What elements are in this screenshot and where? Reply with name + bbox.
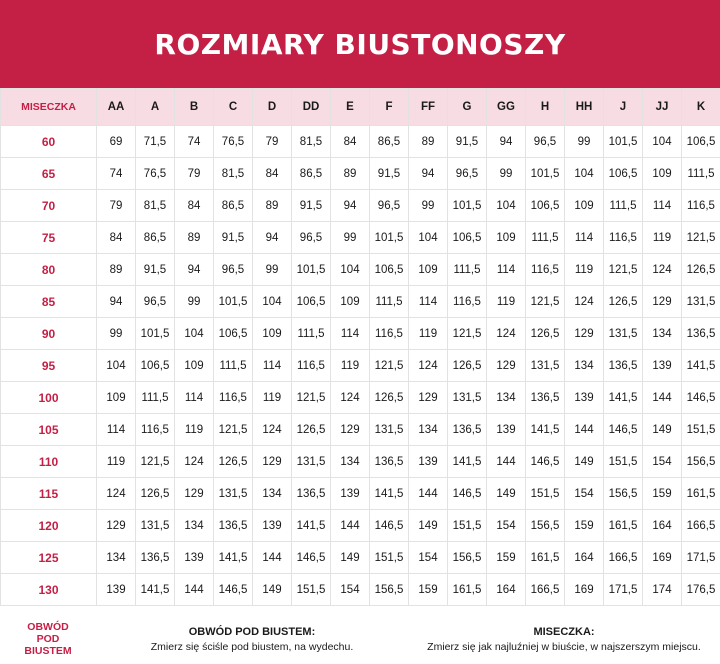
cup-header-j: J xyxy=(604,89,643,126)
bust-size-cell: 99 xyxy=(565,126,604,158)
bust-size-cell: 139 xyxy=(565,382,604,414)
bust-size-cell: 91,5 xyxy=(448,126,487,158)
bust-size-cell: 144 xyxy=(409,478,448,510)
bust-size-cell: 156,5 xyxy=(682,446,720,478)
bust-size-cell: 96,5 xyxy=(136,286,175,318)
bust-size-cell: 126,5 xyxy=(214,446,253,478)
bust-size-cell: 146,5 xyxy=(370,510,409,542)
bust-size-cell: 149 xyxy=(253,574,292,606)
bust-size-cell: 134 xyxy=(175,510,214,542)
bust-size-cell: 76,5 xyxy=(136,158,175,190)
bust-size-cell: 134 xyxy=(487,382,526,414)
bust-size-cell: 129 xyxy=(175,478,214,510)
bust-size-cell: 99 xyxy=(97,318,136,350)
bust-size-cell: 139 xyxy=(97,574,136,606)
bust-size-cell: 139 xyxy=(487,414,526,446)
bust-size-cell: 156,5 xyxy=(370,574,409,606)
bust-size-cell: 99 xyxy=(253,254,292,286)
bust-size-cell: 106,5 xyxy=(370,254,409,286)
bust-size-cell: 74 xyxy=(175,126,214,158)
bust-size-cell: 171,5 xyxy=(604,574,643,606)
bust-size-cell: 109 xyxy=(643,158,682,190)
bust-size-cell: 161,5 xyxy=(682,478,720,510)
bust-size-cell: 146,5 xyxy=(682,382,720,414)
bust-size-cell: 131,5 xyxy=(214,478,253,510)
bust-size-cell: 96,5 xyxy=(448,158,487,190)
bust-size-cell: 89 xyxy=(253,190,292,222)
bust-size-cell: 119 xyxy=(331,350,370,382)
size-table xyxy=(0,88,720,606)
band-size-cell: 125 xyxy=(1,542,97,574)
bust-size-cell: 154 xyxy=(331,574,370,606)
bust-size-cell: 101,5 xyxy=(214,286,253,318)
bust-size-cell: 89 xyxy=(409,126,448,158)
bust-size-cell: 136,5 xyxy=(682,318,720,350)
bust-size-cell: 121,5 xyxy=(448,318,487,350)
bust-size-cell: 114 xyxy=(565,222,604,254)
bust-size-cell: 159 xyxy=(487,542,526,574)
bust-size-cell: 154 xyxy=(565,478,604,510)
bust-size-cell: 139 xyxy=(643,350,682,382)
bust-size-cell: 111,5 xyxy=(604,190,643,222)
bust-size-cell: 101,5 xyxy=(292,254,331,286)
bust-size-cell: 96,5 xyxy=(526,126,565,158)
bust-size-cell: 164 xyxy=(487,574,526,606)
bust-size-cell: 124 xyxy=(331,382,370,414)
cup-header-k: K xyxy=(682,89,720,126)
bust-size-cell: 131,5 xyxy=(604,318,643,350)
band-size-cell: 115 xyxy=(1,478,97,510)
bust-size-cell: 91,5 xyxy=(136,254,175,286)
bust-size-cell: 106,5 xyxy=(682,126,720,158)
measurement-footer xyxy=(0,614,720,664)
table-row xyxy=(1,350,720,382)
bust-size-cell: 121,5 xyxy=(604,254,643,286)
bust-size-cell: 101,5 xyxy=(370,222,409,254)
bust-size-cell: 146,5 xyxy=(604,414,643,446)
bust-size-cell: 94 xyxy=(97,286,136,318)
band-size-cell: 110 xyxy=(1,446,97,478)
band-size-cell: 60 xyxy=(1,126,97,158)
table-row xyxy=(1,510,720,542)
bust-size-cell: 131,5 xyxy=(448,382,487,414)
cup-header-c: C xyxy=(214,89,253,126)
bust-size-cell: 114 xyxy=(487,254,526,286)
bust-size-cell: 121,5 xyxy=(214,414,253,446)
bust-size-cell: 109 xyxy=(409,254,448,286)
bust-size-cell: 114 xyxy=(643,190,682,222)
bust-size-cell: 111,5 xyxy=(526,222,565,254)
bust-size-cell: 136,5 xyxy=(604,350,643,382)
bust-size-cell: 161,5 xyxy=(604,510,643,542)
table-row xyxy=(1,382,720,414)
bust-size-cell: 124 xyxy=(409,350,448,382)
bust-size-cell: 134 xyxy=(331,446,370,478)
bust-size-cell: 156,5 xyxy=(448,542,487,574)
bust-size-cell: 131,5 xyxy=(682,286,720,318)
bust-size-cell: 119 xyxy=(487,286,526,318)
bust-size-cell: 144 xyxy=(331,510,370,542)
bust-size-cell: 146,5 xyxy=(292,542,331,574)
bust-size-cell: 74 xyxy=(97,158,136,190)
bust-size-cell: 81,5 xyxy=(292,126,331,158)
bust-size-cell: 86,5 xyxy=(214,190,253,222)
bust-size-cell: 129 xyxy=(331,414,370,446)
bust-size-cell: 144 xyxy=(565,414,604,446)
bust-size-cell: 129 xyxy=(409,382,448,414)
bust-size-cell: 116,5 xyxy=(292,350,331,382)
bust-size-cell: 104 xyxy=(643,126,682,158)
bust-size-cell: 141,5 xyxy=(682,350,720,382)
bust-size-cell: 136,5 xyxy=(136,542,175,574)
bust-size-cell: 146,5 xyxy=(448,478,487,510)
bust-size-cell: 149 xyxy=(643,414,682,446)
table-row xyxy=(1,414,720,446)
bust-size-cell: 146,5 xyxy=(526,446,565,478)
bust-size-cell: 84 xyxy=(253,158,292,190)
bust-size-cell: 174 xyxy=(643,574,682,606)
bust-size-cell: 119 xyxy=(643,222,682,254)
band-size-cell: 75 xyxy=(1,222,97,254)
band-size-cell: 105 xyxy=(1,414,97,446)
table-header-row xyxy=(1,89,720,126)
bust-size-cell: 109 xyxy=(487,222,526,254)
bust-size-cell: 111,5 xyxy=(292,318,331,350)
bust-size-cell: 166,5 xyxy=(526,574,565,606)
bust-size-cell: 101,5 xyxy=(448,190,487,222)
table-row xyxy=(1,190,720,222)
bust-size-cell: 124 xyxy=(175,446,214,478)
bust-size-cell: 94 xyxy=(175,254,214,286)
bust-size-cell: 94 xyxy=(487,126,526,158)
bust-size-cell: 91,5 xyxy=(214,222,253,254)
bust-size-cell: 109 xyxy=(253,318,292,350)
bust-size-cell: 129 xyxy=(97,510,136,542)
bust-size-cell: 111,5 xyxy=(214,350,253,382)
bust-size-cell: 96,5 xyxy=(370,190,409,222)
bust-size-cell: 111,5 xyxy=(136,382,175,414)
bust-size-cell: 106,5 xyxy=(136,350,175,382)
bust-size-cell: 154 xyxy=(487,510,526,542)
band-size-cell: 100 xyxy=(1,382,97,414)
cup-header-label: MISECZKA xyxy=(1,89,97,126)
bust-size-cell: 116,5 xyxy=(526,254,565,286)
bust-size-cell: 84 xyxy=(331,126,370,158)
band-size-cell: 95 xyxy=(1,350,97,382)
bust-size-cell: 101,5 xyxy=(604,126,643,158)
bust-size-cell: 124 xyxy=(97,478,136,510)
bust-size-cell: 131,5 xyxy=(136,510,175,542)
bust-size-cell: 144 xyxy=(253,542,292,574)
bust-size-cell: 79 xyxy=(97,190,136,222)
bust-size-cell: 156,5 xyxy=(604,478,643,510)
page-title: ROZMIARY BIUSTONOSZY xyxy=(154,27,566,61)
bust-size-cell: 86,5 xyxy=(136,222,175,254)
cup-header-f: F xyxy=(370,89,409,126)
cup-header-gg: GG xyxy=(487,89,526,126)
bust-size-cell: 171,5 xyxy=(682,542,720,574)
bust-size-cell: 114 xyxy=(175,382,214,414)
bust-size-cell: 129 xyxy=(487,350,526,382)
title-banner xyxy=(0,0,720,88)
cup-header-hh: HH xyxy=(565,89,604,126)
bust-size-cell: 109 xyxy=(331,286,370,318)
bust-size-cell: 91,5 xyxy=(292,190,331,222)
table-row xyxy=(1,254,720,286)
table-row xyxy=(1,318,720,350)
bust-size-cell: 131,5 xyxy=(526,350,565,382)
bust-size-cell: 134 xyxy=(565,350,604,382)
bust-size-cell: 126,5 xyxy=(682,254,720,286)
bust-size-cell: 149 xyxy=(331,542,370,574)
bust-size-cell: 166,5 xyxy=(604,542,643,574)
cup-header-dd: DD xyxy=(292,89,331,126)
bust-size-cell: 146,5 xyxy=(214,574,253,606)
bust-size-cell: 126,5 xyxy=(604,286,643,318)
bust-size-cell: 89 xyxy=(331,158,370,190)
bust-size-cell: 84 xyxy=(175,190,214,222)
bust-size-cell: 114 xyxy=(253,350,292,382)
bust-size-cell: 126,5 xyxy=(292,414,331,446)
bust-size-cell: 86,5 xyxy=(370,126,409,158)
bust-size-cell: 119 xyxy=(97,446,136,478)
bust-size-cell: 134 xyxy=(643,318,682,350)
bust-size-cell: 71,5 xyxy=(136,126,175,158)
bust-size-cell: 124 xyxy=(253,414,292,446)
band-size-cell: 80 xyxy=(1,254,97,286)
cup-header-b: B xyxy=(175,89,214,126)
underbust-instruction: Zmierz się ściśle pod biustem, na wydechu. xyxy=(150,640,354,653)
bust-size-cell: 154 xyxy=(643,446,682,478)
bust-size-cell: 119 xyxy=(175,414,214,446)
bust-size-cell: 116,5 xyxy=(604,222,643,254)
cup-heading: MISECZKA: xyxy=(533,625,595,638)
cup-header-g: G xyxy=(448,89,487,126)
bust-size-cell: 96,5 xyxy=(214,254,253,286)
cup-header-e: E xyxy=(331,89,370,126)
bust-size-cell: 121,5 xyxy=(370,350,409,382)
bust-size-cell: 164 xyxy=(643,510,682,542)
bust-size-cell: 129 xyxy=(643,286,682,318)
bust-size-cell: 166,5 xyxy=(682,510,720,542)
bust-size-cell: 116,5 xyxy=(214,382,253,414)
bust-size-cell: 124 xyxy=(487,318,526,350)
bust-size-cell: 151,5 xyxy=(604,446,643,478)
bust-size-cell: 111,5 xyxy=(370,286,409,318)
bust-size-cell: 149 xyxy=(409,510,448,542)
bust-size-cell: 121,5 xyxy=(682,222,720,254)
bust-size-cell: 94 xyxy=(253,222,292,254)
bust-size-cell: 104 xyxy=(487,190,526,222)
bust-size-cell: 151,5 xyxy=(526,478,565,510)
bust-size-cell: 136,5 xyxy=(214,510,253,542)
bust-size-cell: 109 xyxy=(175,350,214,382)
bust-size-cell: 116,5 xyxy=(682,190,720,222)
bust-size-cell: 151,5 xyxy=(448,510,487,542)
bust-size-cell: 141,5 xyxy=(136,574,175,606)
bust-size-cell: 114 xyxy=(97,414,136,446)
bust-size-cell: 131,5 xyxy=(370,414,409,446)
table-row xyxy=(1,542,720,574)
bust-size-cell: 151,5 xyxy=(682,414,720,446)
underbust-note xyxy=(96,614,408,664)
cup-instruction: Zmierz się jak najluźniej w biuście, w najszerszym miejscu. xyxy=(427,640,701,653)
band-size-cell: 120 xyxy=(1,510,97,542)
bust-size-cell: 76,5 xyxy=(214,126,253,158)
bust-size-cell: 119 xyxy=(409,318,448,350)
bust-size-cell: 134 xyxy=(97,542,136,574)
bust-size-cell: 136,5 xyxy=(448,414,487,446)
bust-size-cell: 121,5 xyxy=(292,382,331,414)
bust-size-cell: 159 xyxy=(565,510,604,542)
band-size-cell: 70 xyxy=(1,190,97,222)
bust-size-cell: 154 xyxy=(409,542,448,574)
bust-size-cell: 104 xyxy=(175,318,214,350)
bust-size-cell: 124 xyxy=(643,254,682,286)
bust-size-cell: 119 xyxy=(253,382,292,414)
bust-size-cell: 114 xyxy=(331,318,370,350)
bust-size-cell: 139 xyxy=(331,478,370,510)
bust-size-cell: 96,5 xyxy=(292,222,331,254)
bust-size-cell: 121,5 xyxy=(526,286,565,318)
cup-header-jj: JJ xyxy=(643,89,682,126)
bust-size-cell: 161,5 xyxy=(526,542,565,574)
band-size-cell: 65 xyxy=(1,158,97,190)
table-row xyxy=(1,478,720,510)
bust-size-cell: 121,5 xyxy=(136,446,175,478)
cup-header-d: D xyxy=(253,89,292,126)
bust-size-cell: 101,5 xyxy=(526,158,565,190)
bust-size-cell: 156,5 xyxy=(526,510,565,542)
bust-size-cell: 144 xyxy=(487,446,526,478)
bust-size-cell: 116,5 xyxy=(448,286,487,318)
band-size-cell: 130 xyxy=(1,574,97,606)
bust-size-cell: 99 xyxy=(409,190,448,222)
underbust-axis-label: OBWÓD POD BIUSTEM xyxy=(24,621,72,657)
bust-size-cell: 99 xyxy=(331,222,370,254)
bust-size-cell: 84 xyxy=(97,222,136,254)
bust-size-cell: 126,5 xyxy=(370,382,409,414)
bust-size-cell: 139 xyxy=(175,542,214,574)
bust-size-cell: 81,5 xyxy=(214,158,253,190)
bust-size-cell: 109 xyxy=(565,190,604,222)
bust-size-cell: 101,5 xyxy=(136,318,175,350)
bust-size-cell: 151,5 xyxy=(292,574,331,606)
bust-size-cell: 136,5 xyxy=(370,446,409,478)
bust-size-cell: 86,5 xyxy=(292,158,331,190)
table-row xyxy=(1,286,720,318)
bust-size-cell: 124 xyxy=(565,286,604,318)
bust-size-cell: 109 xyxy=(97,382,136,414)
bust-size-cell: 94 xyxy=(331,190,370,222)
table-row xyxy=(1,158,720,190)
cup-header-aa: AA xyxy=(97,89,136,126)
underbust-heading: OBWÓD POD BIUSTEM: xyxy=(188,625,316,638)
bust-size-cell: 79 xyxy=(175,158,214,190)
cup-header-ff: FF xyxy=(409,89,448,126)
bust-size-cell: 89 xyxy=(175,222,214,254)
bust-size-cell: 169 xyxy=(643,542,682,574)
table-row xyxy=(1,222,720,254)
bust-size-cell: 149 xyxy=(487,478,526,510)
bust-size-cell: 129 xyxy=(253,446,292,478)
cup-note xyxy=(408,614,720,664)
bust-size-cell: 139 xyxy=(409,446,448,478)
bust-size-cell: 94 xyxy=(409,158,448,190)
bust-size-cell: 106,5 xyxy=(292,286,331,318)
bust-size-cell: 99 xyxy=(487,158,526,190)
bust-size-cell: 104 xyxy=(565,158,604,190)
bust-size-cell: 131,5 xyxy=(292,446,331,478)
bust-size-cell: 164 xyxy=(565,542,604,574)
bust-size-cell: 151,5 xyxy=(370,542,409,574)
bust-size-cell: 134 xyxy=(253,478,292,510)
bust-size-cell: 126,5 xyxy=(448,350,487,382)
bust-size-cell: 141,5 xyxy=(292,510,331,542)
bust-size-cell: 169 xyxy=(565,574,604,606)
bust-size-cell: 91,5 xyxy=(370,158,409,190)
bust-size-cell: 144 xyxy=(175,574,214,606)
cup-header-a: A xyxy=(136,89,175,126)
bust-size-cell: 141,5 xyxy=(526,414,565,446)
cup-header-h: H xyxy=(526,89,565,126)
bust-size-cell: 176,5 xyxy=(682,574,720,606)
bust-size-cell: 126,5 xyxy=(526,318,565,350)
bust-size-cell: 144 xyxy=(643,382,682,414)
bust-size-cell: 116,5 xyxy=(136,414,175,446)
bust-size-cell: 111,5 xyxy=(448,254,487,286)
bust-size-cell: 106,5 xyxy=(604,158,643,190)
bust-size-cell: 141,5 xyxy=(604,382,643,414)
bust-size-cell: 119 xyxy=(565,254,604,286)
bust-size-cell: 104 xyxy=(97,350,136,382)
bust-size-cell: 106,5 xyxy=(448,222,487,254)
bust-size-cell: 89 xyxy=(97,254,136,286)
bust-size-cell: 136,5 xyxy=(526,382,565,414)
band-size-cell: 90 xyxy=(1,318,97,350)
bust-size-cell: 99 xyxy=(175,286,214,318)
table-row xyxy=(1,574,720,606)
bust-size-cell: 116,5 xyxy=(370,318,409,350)
bust-size-cell: 81,5 xyxy=(136,190,175,222)
bust-size-cell: 136,5 xyxy=(292,478,331,510)
bust-size-cell: 79 xyxy=(253,126,292,158)
bust-size-cell: 111,5 xyxy=(682,158,720,190)
bust-size-cell: 161,5 xyxy=(448,574,487,606)
bust-size-cell: 129 xyxy=(565,318,604,350)
bust-size-cell: 159 xyxy=(643,478,682,510)
bust-size-cell: 139 xyxy=(253,510,292,542)
bust-size-cell: 159 xyxy=(409,574,448,606)
bust-size-cell: 114 xyxy=(409,286,448,318)
bust-size-cell: 104 xyxy=(331,254,370,286)
bust-size-cell: 69 xyxy=(97,126,136,158)
bust-size-cell: 149 xyxy=(565,446,604,478)
bust-size-cell: 106,5 xyxy=(214,318,253,350)
bust-size-cell: 141,5 xyxy=(214,542,253,574)
band-size-cell: 85 xyxy=(1,286,97,318)
bust-size-cell: 104 xyxy=(409,222,448,254)
bust-size-cell: 126,5 xyxy=(136,478,175,510)
table-row xyxy=(1,126,720,158)
bust-size-cell: 141,5 xyxy=(370,478,409,510)
bust-size-cell: 141,5 xyxy=(448,446,487,478)
table-row xyxy=(1,446,720,478)
bust-size-cell: 106,5 xyxy=(526,190,565,222)
bust-size-cell: 134 xyxy=(409,414,448,446)
bust-size-cell: 104 xyxy=(253,286,292,318)
